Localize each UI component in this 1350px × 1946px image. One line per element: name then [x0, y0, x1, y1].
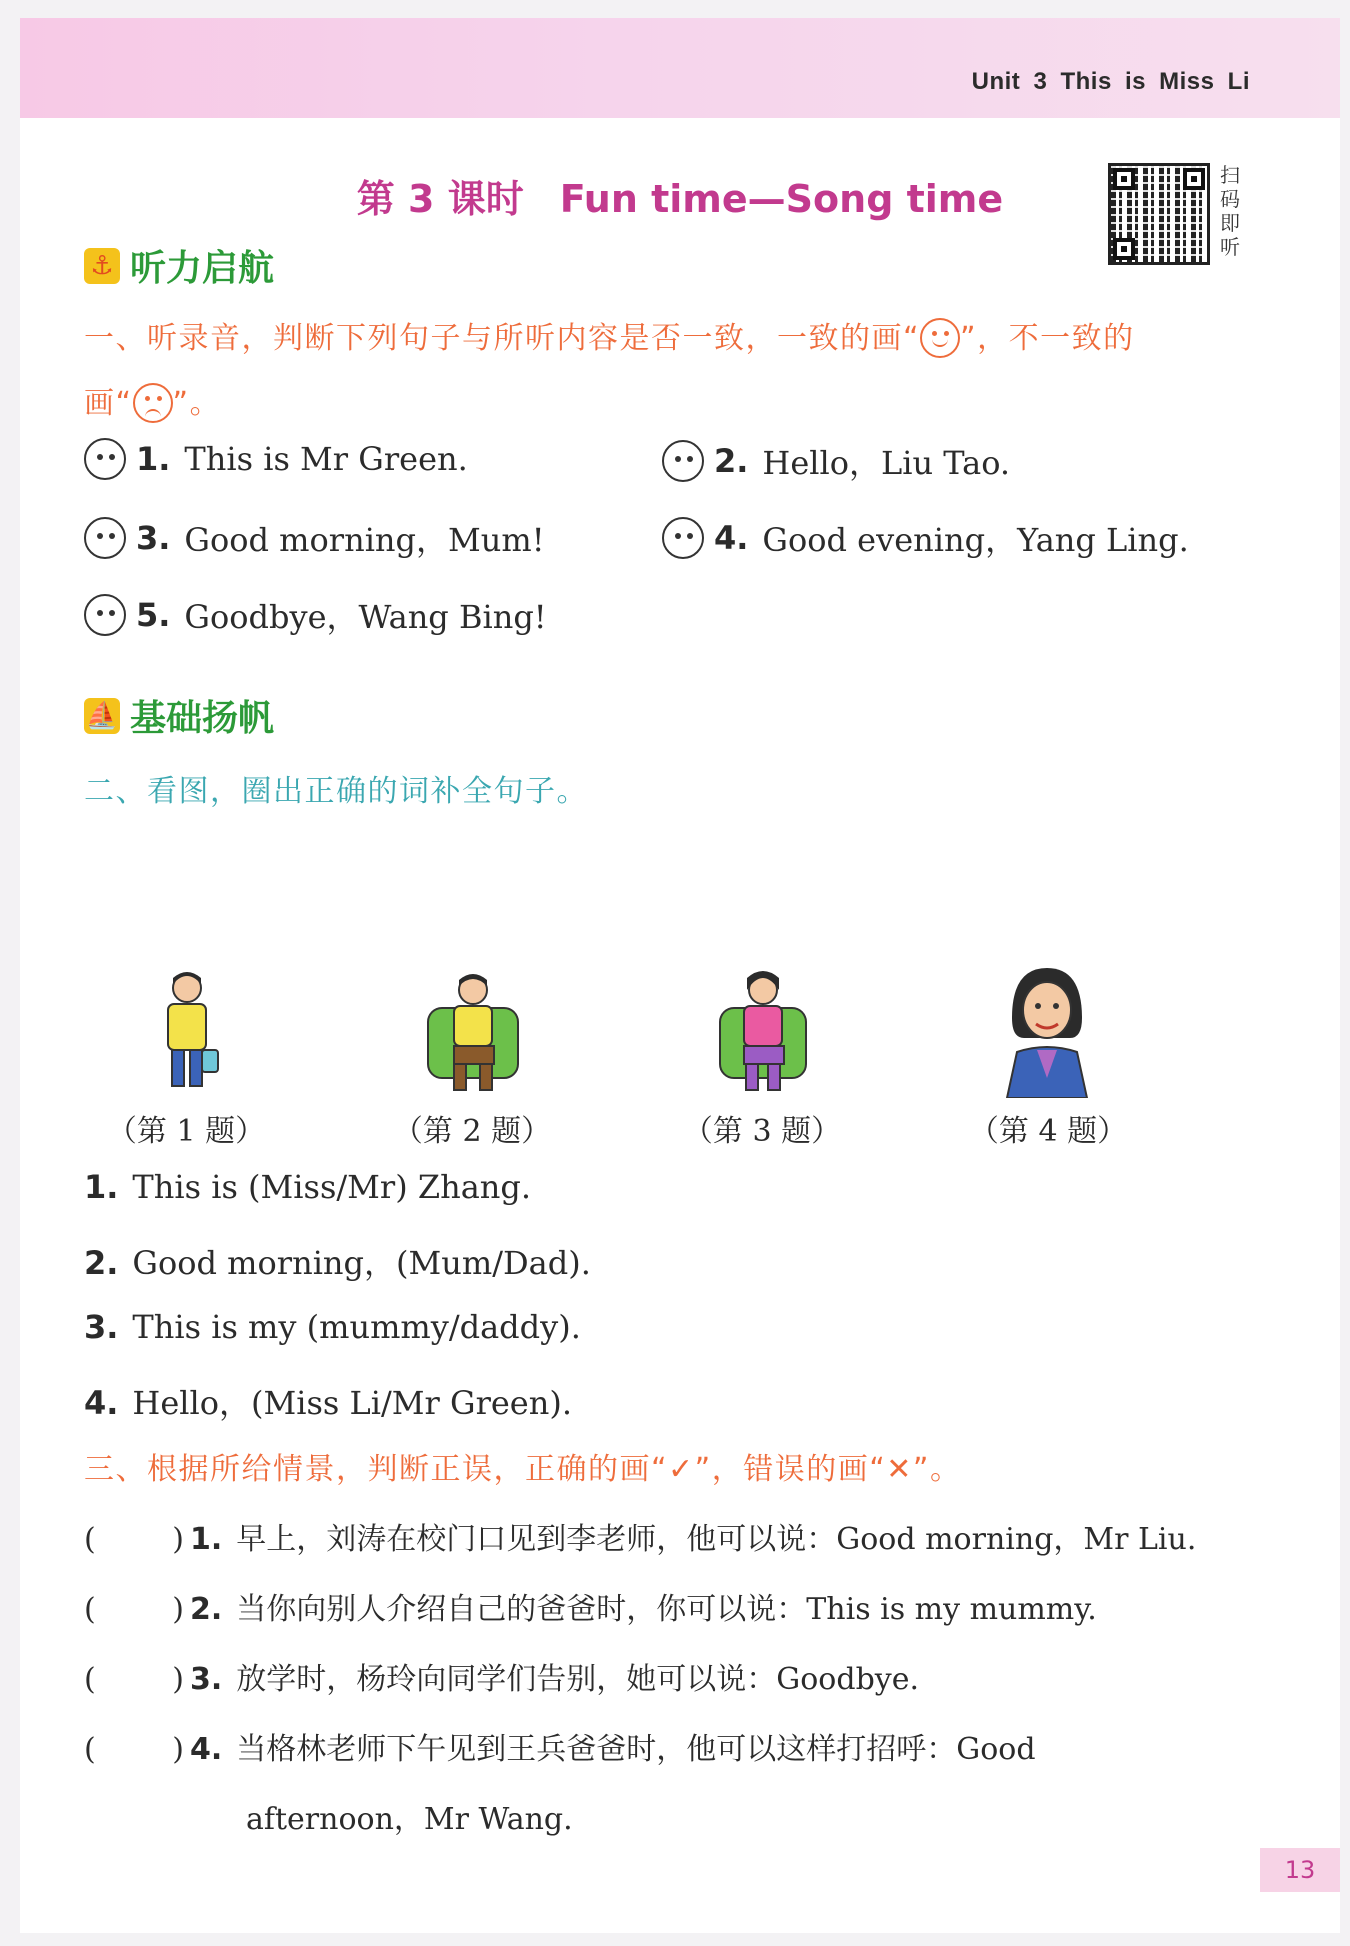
- item-number: 1.: [84, 1168, 119, 1206]
- qr-corner: [1113, 168, 1135, 190]
- q1-item: [662, 515, 1189, 561]
- q3-item: [84, 1584, 1097, 1628]
- figure-caption: （第 1 题）: [106, 1114, 266, 1149]
- item-number: 1.: [136, 440, 171, 478]
- paren-open: (: [84, 1522, 96, 1557]
- qr-caption-char: 扫: [1220, 163, 1240, 187]
- section-basics-head: [84, 690, 274, 741]
- item-text: Good morning，Mum!: [184, 521, 545, 559]
- woman-portrait-image: [992, 968, 1102, 1098]
- figure-caption: （第 3 题）: [682, 1114, 842, 1149]
- item-number: 4.: [714, 519, 749, 557]
- qr-corner: [1183, 168, 1205, 190]
- item-text[interactable]: Hello，(Miss Li/Mr Green).: [132, 1384, 573, 1422]
- qr-corner: [1113, 238, 1135, 260]
- figure-caption: （第 2 题）: [392, 1114, 552, 1149]
- answer-blank[interactable]: [84, 1522, 184, 1557]
- qr-caption: [1220, 163, 1246, 259]
- paren-close: ): [172, 1592, 184, 1627]
- item-text[interactable]: This is (Miss/Mr) Zhang.: [132, 1168, 532, 1206]
- item-number: 4.: [190, 1732, 223, 1767]
- q1-item: [662, 438, 1010, 484]
- anchor-icon: ⚓: [84, 248, 120, 284]
- item-number: 3.: [136, 519, 171, 557]
- paren-open: (: [84, 1662, 96, 1697]
- q3-item-continuation: afternoon，Mr Wang.: [246, 1802, 573, 1837]
- answer-blank[interactable]: [84, 1662, 184, 1697]
- paren-open: (: [84, 1592, 96, 1627]
- unit-label: Unit 3 This is Miss Li: [971, 68, 1250, 95]
- blank-face-icon[interactable]: [84, 438, 126, 480]
- item-text: 当格林老师下午见到王兵爸爸时，他可以这样打招呼：Good: [236, 1732, 1036, 1767]
- section-title: 听力启航: [130, 248, 275, 289]
- blank-face-icon[interactable]: [662, 517, 704, 559]
- q1-item: [84, 438, 468, 480]
- item-text: 当你向别人介绍自己的爸爸时，你可以说：This is my mummy.: [236, 1592, 1097, 1627]
- item-number: 1.: [190, 1522, 223, 1557]
- item-number: 4.: [84, 1384, 119, 1422]
- item-text[interactable]: Good morning，(Mum/Dad).: [132, 1244, 591, 1282]
- page-number: 13: [1260, 1848, 1340, 1892]
- boy-figure-image: [132, 968, 242, 1098]
- item-text: 放学时，杨玲向同学们告别，她可以说：Goodbye.: [236, 1662, 920, 1697]
- question-1-instruction: [84, 313, 1135, 358]
- qr-caption-char: 即: [1220, 211, 1240, 235]
- item-text: Good evening，Yang Ling.: [762, 521, 1189, 559]
- qr-caption-char: 听: [1220, 235, 1240, 259]
- instruction-text: 一、听录音，判断下列句子与所听内容是否一致，一致的画“: [84, 321, 921, 356]
- paren-open: (: [84, 1732, 96, 1767]
- paren-close: ): [172, 1732, 184, 1767]
- item-text: Hello，Liu Tao.: [762, 444, 1011, 482]
- item-number: 2.: [190, 1592, 223, 1627]
- paren-close: ): [172, 1522, 184, 1557]
- item-number: 2.: [84, 1244, 119, 1282]
- question-3-instruction: 三、根据所给情景，判断正误，正确的画“✓”，错误的画“✕”。: [84, 1452, 962, 1487]
- figure-caption: （第 4 题）: [968, 1114, 1128, 1149]
- header-band: [20, 18, 1340, 118]
- q1-item: [84, 592, 547, 638]
- answer-blank[interactable]: [84, 1592, 184, 1627]
- item-number: 3.: [84, 1308, 119, 1346]
- blank-face-icon[interactable]: [84, 594, 126, 636]
- q2-item: [84, 1308, 581, 1346]
- man-in-chair-image: [418, 968, 528, 1098]
- lesson-number: 第 3 课时: [356, 177, 524, 221]
- sad-face-icon: [133, 383, 173, 423]
- q2-item: [84, 1378, 572, 1424]
- sail-icon: ⛵: [84, 698, 120, 734]
- blank-face-icon[interactable]: [662, 440, 704, 482]
- item-number: 2.: [714, 442, 749, 480]
- section-listening: [84, 240, 274, 291]
- q3-item: [84, 1514, 1196, 1558]
- answer-blank[interactable]: [84, 1732, 184, 1767]
- section-title: 基础扬帆: [130, 698, 275, 739]
- item-number: 3.: [190, 1662, 223, 1697]
- qr-code-icon[interactable]: [1108, 163, 1210, 265]
- q3-item: [84, 1654, 919, 1698]
- blank-face-icon[interactable]: [84, 517, 126, 559]
- paren-close: ): [172, 1662, 184, 1697]
- question-1-instruction-line2: [84, 378, 221, 423]
- workbook-page: [20, 18, 1340, 1933]
- q2-item: [84, 1238, 591, 1284]
- q3-item: [84, 1724, 1036, 1768]
- instruction-text: ”。: [172, 386, 222, 421]
- item-text: This is Mr Green.: [184, 440, 468, 478]
- instruction-text: ”，不一致的: [960, 321, 1135, 356]
- item-number: 5.: [136, 596, 171, 634]
- q2-item: [84, 1168, 531, 1206]
- woman-in-chair-image: [708, 968, 818, 1098]
- q1-item: [84, 515, 545, 561]
- qr-caption-char: 码: [1220, 187, 1240, 211]
- lesson-name: Fun time—Song time: [559, 177, 1004, 221]
- instruction-text: 画“: [84, 386, 133, 421]
- smile-face-icon: [920, 318, 960, 358]
- item-text[interactable]: This is my (mummy/daddy).: [132, 1308, 581, 1346]
- question-2-instruction: 二、看图，圈出正确的词补全句子。: [84, 774, 588, 809]
- item-text: Goodbye，Wang Bing!: [184, 598, 547, 636]
- item-text: 早上，刘涛在校门口见到李老师，他可以说：Good morning，Mr Liu.: [236, 1522, 1197, 1557]
